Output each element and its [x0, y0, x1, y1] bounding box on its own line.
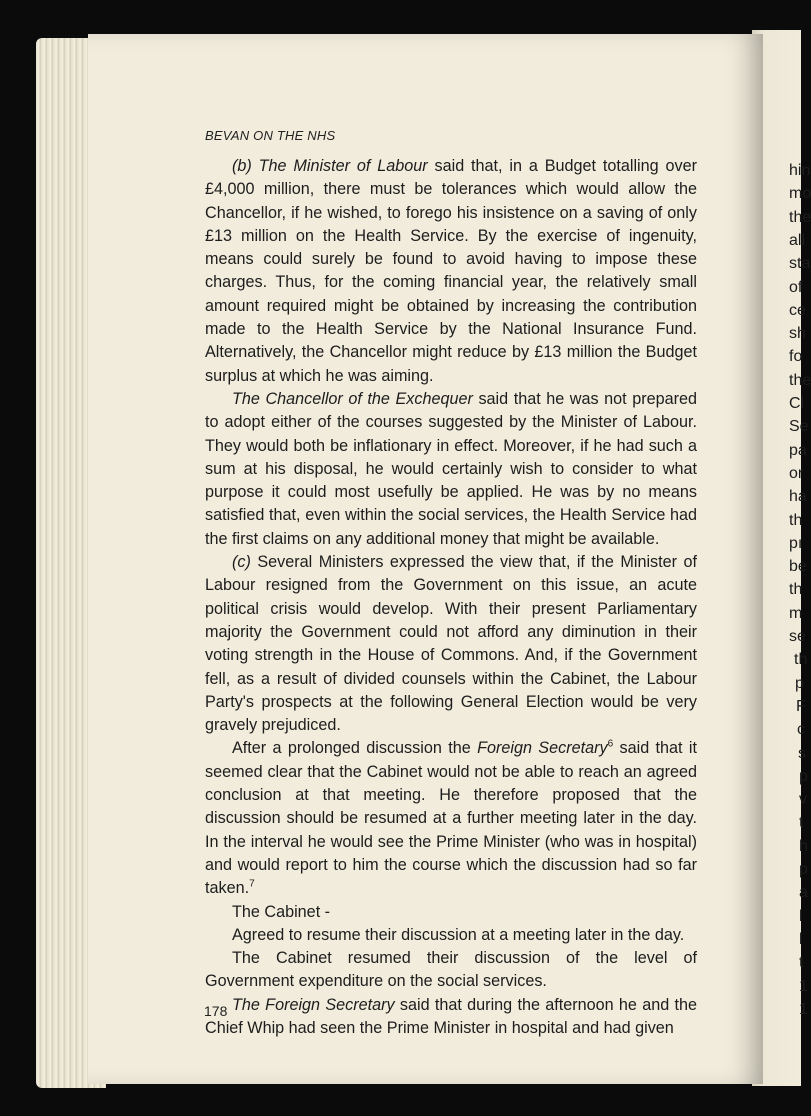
paragraph-8: [205, 994, 697, 1041]
paragraph-6: Agreed to resume their discussion at a meeting later in the day.: [232, 925, 685, 944]
facing-page-fragment: sh: [789, 325, 806, 343]
running-head: BEVAN ON THE NHS: [205, 128, 336, 143]
speaker-foreign-secretary: Foreign Secretary: [477, 739, 608, 758]
facing-page-fragment: p: [799, 861, 808, 878]
facing-page-fragment: ha: [789, 488, 807, 506]
facing-page-fragment: all: [789, 231, 806, 249]
footnote-ref: 6: [607, 739, 614, 751]
facing-page-fragment: F: [796, 697, 806, 715]
facing-page-fragment: sta: [789, 255, 811, 273]
facing-page-fragment: t: [799, 814, 804, 832]
facing-page-fragment: m: [789, 604, 803, 622]
facing-page-fragment: v: [799, 791, 807, 809]
paragraph-text: said that during the afternoon he and the Chief Whip had seen the Prime Minister in hospital and had given: [205, 995, 698, 1037]
facing-page-fragment: Cl: [789, 395, 805, 412]
facing-page-fragment: fo: [789, 348, 803, 366]
facing-page-fragment: p: [795, 674, 804, 692]
facing-page-fragment: p: [799, 767, 808, 785]
facing-page-fragment: be: [789, 558, 807, 576]
paragraph-text: said that he was not prepared to adopt either of the courses suggested by the Minister of Labour. They would both be inflationary in effect. Moreover, if he had such a sum at his disposal, he would certainly wish to consider to what purpose it could most usefully be applied. He was by no means satisfied that, even within the social services, the Health Service had the first claims on any additional money that might be available.: [205, 389, 698, 548]
paragraph-text: After a prolonged discussion the: [232, 739, 478, 758]
facing-page-fragment: th: [794, 651, 808, 669]
facing-page-fragment: of: [789, 278, 803, 296]
facing-page-fragment: ce: [789, 301, 806, 319]
speaker-foreign-secretary: The Foreign Secretary: [232, 995, 395, 1014]
paragraph-1: [205, 155, 697, 388]
facing-page-fragment: th: [789, 511, 803, 529]
facing-page-fragment: t: [799, 954, 804, 972]
body-text: [205, 155, 697, 1040]
speaker-chancellor: The Chancellor of the Exchequer: [232, 389, 473, 408]
facing-page-fragment: the: [789, 208, 811, 226]
facing-page-fragment: pa: [789, 441, 807, 459]
paragraph-2: [205, 388, 697, 551]
facing-page-fragment: se: [789, 628, 806, 645]
facing-page-fragment: th: [789, 581, 803, 599]
facing-page-fragment: l: [799, 907, 803, 925]
paragraph-4: [205, 737, 697, 900]
footnote-ref: 7: [249, 878, 255, 890]
facing-page-fragment: a: [799, 884, 808, 902]
paragraph-7: The Cabinet resumed their discussion of the level of Government expenditure on the social services.: [205, 949, 697, 991]
facing-page-fragment: Se: [789, 418, 809, 436]
paragraph-text: Several Ministers expressed the view that, if the Minister of Labour resigned from the Government on this issue, an acute political crisis would develop. With their present Parliamentary majority the Government could not afford any diminution in their voting strength in the House of Commons. And, if the Government fell, as a result of divided counsels within the Cabinet, the Labour Party's prospects at the following General Election would be very gravely prejudiced.: [205, 553, 697, 735]
facing-page-fragment: pı: [789, 534, 803, 552]
facing-page-fragment: or: [789, 464, 804, 482]
facing-page-fragment: hin: [789, 162, 811, 179]
facing-page-fragment: l: [799, 930, 803, 948]
facing-page-fragment: s: [798, 744, 806, 762]
facing-page-fragment: c: [797, 721, 805, 739]
facing-page-fragment: the: [789, 371, 811, 389]
paragraph-text: said that it seemed clear that the Cabinet would not be able to reach an agreed conclusion at that meeting. He therefore proposed that the discussion should be resumed at a further meeting later in the day. In the interval he would see the Prime Minister (who was in hospital) and would report to him the course which the discussion had so far taken.: [205, 739, 697, 898]
speaker-minister-of-labour: (b) The Minister of Labour: [232, 157, 428, 175]
page-number: 178: [204, 1003, 228, 1019]
item-label-c: (c): [232, 553, 251, 572]
facing-page-fragment: 1: [799, 977, 808, 995]
facing-page-fragment: h: [799, 837, 808, 855]
paragraph-5: The Cabinet -: [232, 902, 331, 921]
facing-page-fragment: mo: [789, 185, 811, 203]
paragraph-text: said that, in a Budget totalling over £4,000 million, there must be tolerances which would allow the Chancellor, if he wished, to forego his insistence on a saving of only £13 million on the Health Service. By the exercise of ingenuity, means could surely be found to avoid having to impose these charges. Thus, for the coming financial year, the relatively small amount required might be obtained by increasing the contribution made to the Health Service by the National Insurance Fund. Alternatively, the Chancellor might reduce by £13 million the Budget surplus at which he was aiming.: [205, 157, 697, 385]
paragraph-3: [205, 551, 697, 737]
facing-page-fragment: 1: [799, 1000, 808, 1018]
